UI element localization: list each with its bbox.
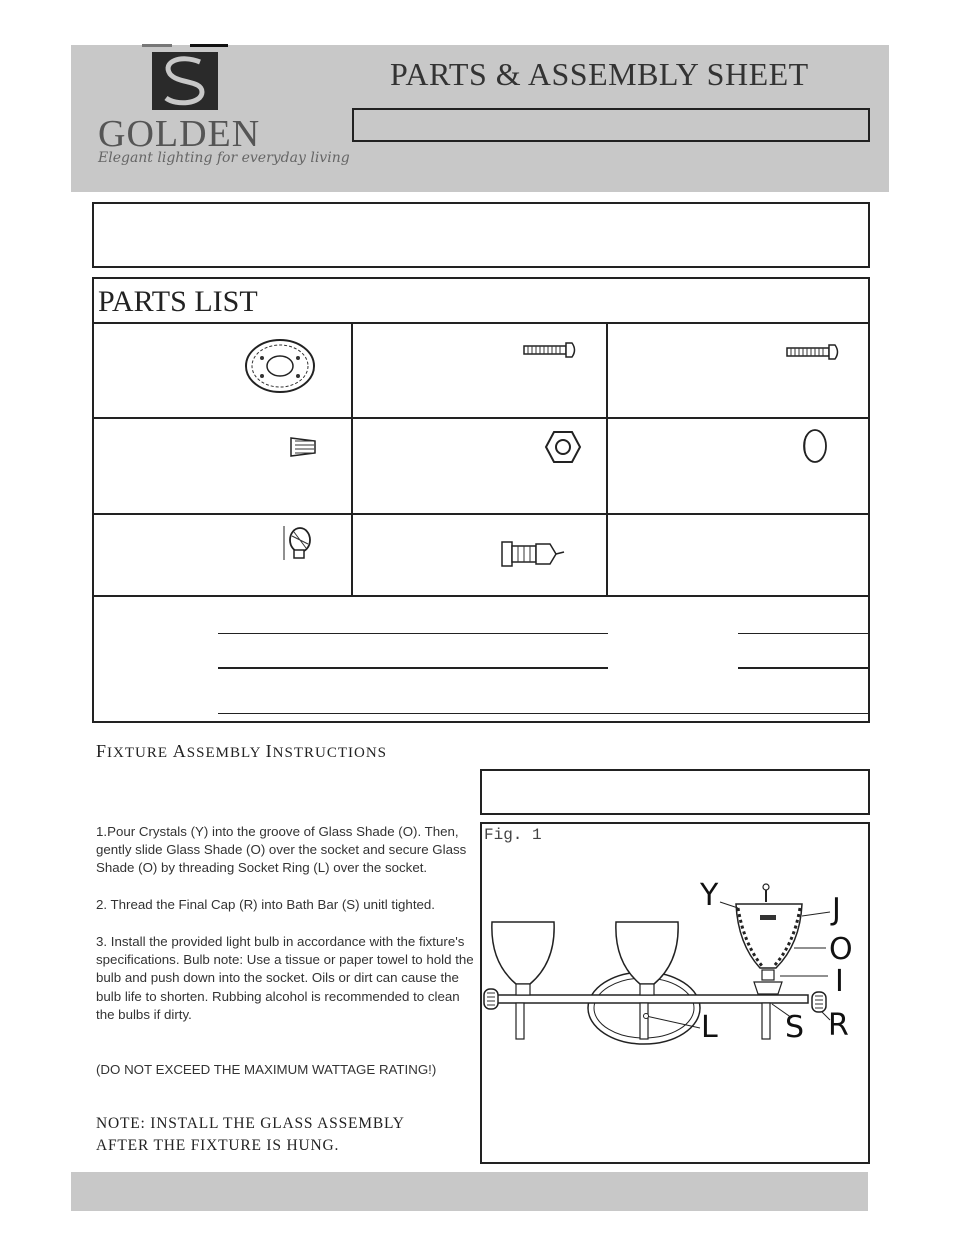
heading-initial: I <box>265 741 273 761</box>
heading-word: IXTURE <box>107 745 173 761</box>
hex-nut-icon <box>544 430 582 464</box>
instruction-step-3: 3. Install the provided light bulb in accordance with the fixture's specifications. Bulb note: Use a tissue or paper towel to hold the bulb and push down into the socket. Oils or dirt can cause the bulb life to shorten. Rubbing alcohol is recommended to clean the bulbs if dirty. <box>96 934 474 1022</box>
heading-initial: A <box>172 741 187 761</box>
note-line: AFTER THE FIXTURE IS HUNG. <box>96 1137 340 1154</box>
form-rule <box>218 713 868 714</box>
lamp-socket-icon <box>498 536 568 572</box>
final-cap-icon <box>484 989 498 1009</box>
heading-word: SSEMBLY <box>186 745 266 761</box>
ground-screw-icon <box>280 524 314 562</box>
table-column-divider <box>351 322 353 597</box>
heading-word: NSTRUCTIONS <box>272 745 388 761</box>
info-box <box>92 202 870 268</box>
table-divider <box>92 513 868 515</box>
fixture-diagram <box>482 824 866 1160</box>
wire-nut-icon <box>287 436 319 458</box>
long-screw-icon <box>785 342 841 362</box>
form-rule <box>218 667 608 669</box>
form-rule <box>738 667 868 669</box>
finial-ball-icon <box>800 428 828 464</box>
form-rule <box>738 633 868 634</box>
callout-socket-ring: L <box>701 1010 718 1045</box>
page-title: PARTS & ASSEMBLY SHEET <box>390 56 809 92</box>
table-column-divider <box>606 322 608 597</box>
callout-final-cap: R <box>828 1008 849 1043</box>
heading-initial: F <box>96 741 108 761</box>
final-cap-icon <box>812 992 826 1012</box>
callout-bath-bar: S <box>785 1010 805 1045</box>
table-divider <box>92 417 868 419</box>
note-line: NOTE: INSTALL THE GLASS ASSEMBLY <box>96 1115 405 1132</box>
callout-i: I <box>835 964 844 999</box>
wattage-warning: (DO NOT EXCEED THE MAXIMUM WATTAGE RATING!) <box>96 1062 437 1077</box>
instruction-step-2: 2. Thread the Final Cap (R) into Bath Bar (S) unitl tighted. <box>96 897 435 912</box>
instructions-heading <box>96 741 387 762</box>
long-screw-icon <box>522 340 578 360</box>
crossbar-plate-icon <box>244 338 316 394</box>
brand-tagline: Elegant lighting for everyday living <box>98 150 350 166</box>
figure-label: Fig. 1 <box>484 826 542 844</box>
table-divider <box>92 595 868 597</box>
callout-glass-shade: O <box>829 932 853 967</box>
parts-list-title: PARTS LIST <box>98 285 258 318</box>
instruction-step-1: 1.Pour Crystals (Y) into the groove of Glass Shade (O). Then, gently slide Glass Shade (O) over the socket and secure Glass Shade (O) by threading Socket Ring (L) over the socket. <box>96 824 467 876</box>
callout-j: J <box>832 892 841 927</box>
table-divider <box>92 322 868 324</box>
form-rule <box>218 633 608 634</box>
installation-note <box>96 1113 405 1157</box>
footer-band <box>71 1172 868 1211</box>
model-number-box <box>352 108 870 142</box>
brand-name: GOLDEN <box>98 113 261 155</box>
golden-logo-icon <box>140 44 230 114</box>
parts-table <box>92 277 870 723</box>
figure-header-box <box>480 769 870 815</box>
callout-crystals: Y <box>700 878 719 913</box>
